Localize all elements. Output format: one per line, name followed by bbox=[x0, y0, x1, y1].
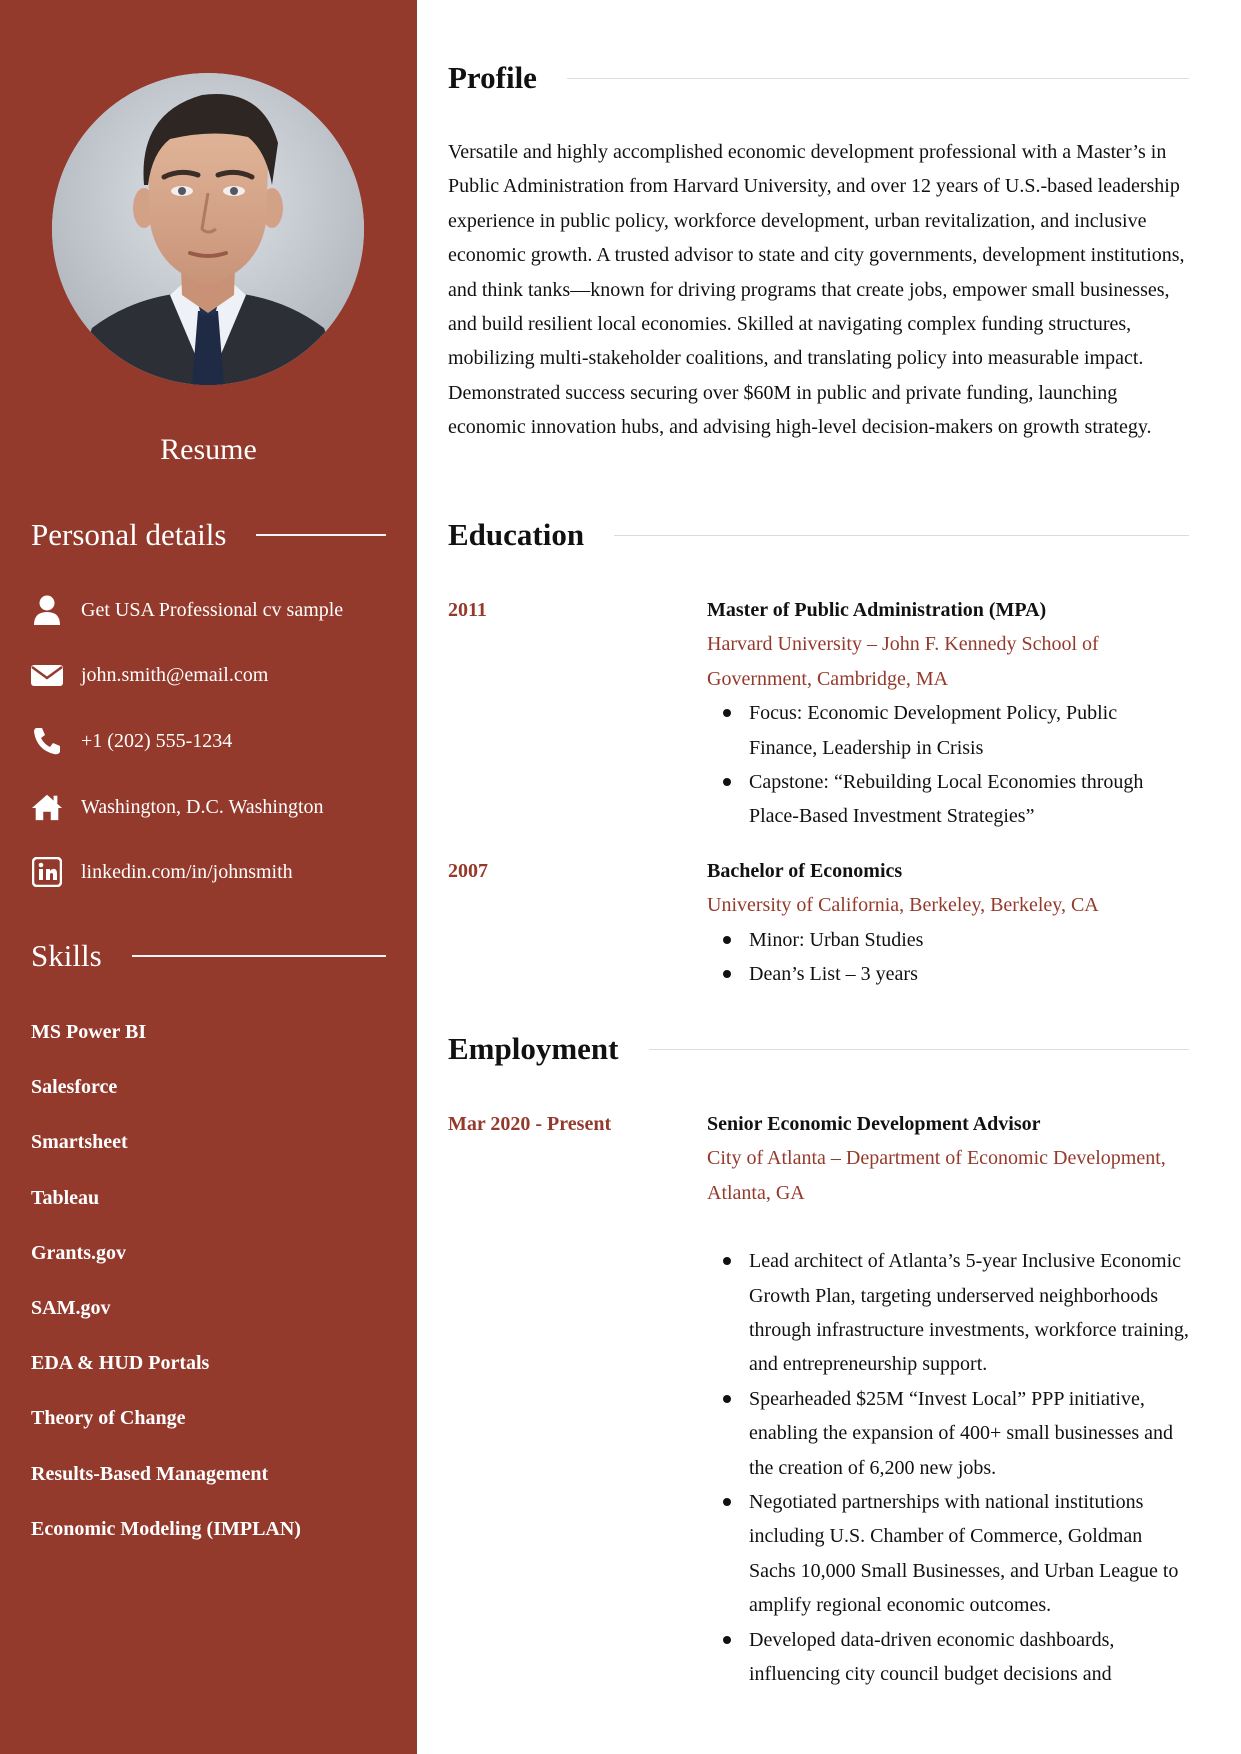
linkedin-icon bbox=[31, 856, 63, 888]
entry-date: Mar 2020 - Present bbox=[448, 1113, 612, 1135]
entry-title: Master of Public Administration (MPA) bbox=[707, 599, 1047, 621]
contact-name bbox=[31, 590, 397, 630]
skill-item: Results-Based Management bbox=[31, 1462, 269, 1485]
entry-title: Bachelor of Economics bbox=[707, 860, 903, 882]
list-item: Dean’s List – 3 years bbox=[749, 957, 1189, 991]
skill-item: MS Power BI bbox=[31, 1021, 147, 1043]
entry-body bbox=[707, 854, 1189, 992]
skill-item: SAM.gov bbox=[31, 1296, 111, 1319]
entry-org: City of Atlanta – Department of Economic Development, Atlanta, GA bbox=[707, 1147, 1166, 1204]
contact-phone[interactable] bbox=[31, 721, 397, 761]
heading-rule bbox=[256, 534, 386, 536]
skills-list bbox=[31, 1010, 301, 1562]
contact-linkedin[interactable] bbox=[31, 852, 397, 892]
contact-email[interactable] bbox=[31, 655, 397, 695]
entry-date: 2011 bbox=[448, 599, 487, 621]
contact-linkedin-text[interactable]: linkedin.com/in/johnsmith bbox=[81, 860, 293, 883]
contact-phone-text[interactable]: +1 (202) 555-1234 bbox=[81, 729, 233, 752]
entry-bullets bbox=[707, 696, 1189, 834]
personal-details-heading-text: Personal details bbox=[31, 517, 227, 552]
profile-photo bbox=[52, 73, 364, 385]
user-icon bbox=[31, 594, 63, 626]
skill-item: Salesforce bbox=[31, 1076, 118, 1099]
profile-heading-text: Profile bbox=[448, 60, 537, 95]
profile-summary: Versatile and highly accomplished economic development professional with a Master’s in Public Administration from Harvard University, and over 12 years of U.S.-based leadership experience in public policy, workforce development, urban revitalization, and inclusive economic growth. A trusted advisor to state and city governments, development institutions, and think tanks—known for driving programs that create jobs, empower small businesses, and build resilient local economies. Skilled at navigating complex funding structures, mobilizing multi-stakeholder coalitions, and translating policy into measurable impact. Demonstrated success securing over $60M in public and private funding, launching economic innovation hubs, and advising high-level decision-makers on growth strategy. bbox=[448, 141, 1185, 439]
skills-heading bbox=[31, 936, 386, 976]
entry-org: University of California, Berkeley, Berkeley, CA bbox=[707, 894, 1099, 917]
skill-item: Tableau bbox=[31, 1186, 100, 1209]
home-icon bbox=[31, 791, 63, 823]
entry-org: Harvard University – John F. Kennedy School of Government, Cambridge, MA bbox=[707, 633, 1099, 690]
contact-address bbox=[31, 787, 397, 827]
skill-item: Theory of Change bbox=[31, 1407, 186, 1430]
education-heading bbox=[448, 515, 1189, 555]
skills-heading-text: Skills bbox=[31, 938, 102, 973]
list-item: Capstone: “Rebuilding Local Economies through Place-Based Investment Strategies” bbox=[749, 765, 1189, 834]
entry-body bbox=[707, 593, 1189, 834]
heading-rule bbox=[649, 1049, 1190, 1050]
list-item: Spearheaded $25M “Invest Local” PPP initiative, enabling the expansion of 400+ small businesses and the creation of 6,200 new jobs. bbox=[749, 1382, 1189, 1485]
skill-item: EDA & HUD Portals bbox=[31, 1352, 210, 1375]
employment-heading bbox=[448, 1029, 1189, 1069]
skill-item: Economic Modeling (IMPLAN) bbox=[31, 1517, 301, 1540]
skill-item: Grants.gov bbox=[31, 1241, 126, 1264]
education-heading-text: Education bbox=[448, 517, 585, 552]
list-item: Developed data-driven economic dashboards, influencing city council budget decisions and bbox=[749, 1623, 1189, 1692]
list-item: Minor: Urban Studies bbox=[749, 923, 1189, 957]
entry-date: 2007 bbox=[448, 860, 488, 882]
entry-body bbox=[707, 1107, 1189, 1692]
profile-heading bbox=[448, 58, 1189, 98]
heading-rule bbox=[567, 78, 1189, 79]
contact-email-text[interactable]: john.smith@email.com bbox=[81, 663, 269, 686]
skill-item: Smartsheet bbox=[31, 1131, 128, 1154]
list-item: Lead architect of Atlanta’s 5-year Inclusive Economic Growth Plan, targeting underserved neighborhoods through infrastructure investments, workforce training, and entrepreneurship support. bbox=[749, 1244, 1189, 1382]
entry-bullets bbox=[707, 923, 1189, 992]
contact-name-text: Get USA Professional cv sample bbox=[81, 598, 344, 621]
phone-icon bbox=[31, 725, 63, 757]
personal-details-heading bbox=[31, 515, 386, 555]
heading-rule bbox=[132, 955, 386, 957]
employment-heading-text: Employment bbox=[448, 1031, 619, 1066]
heading-rule bbox=[614, 535, 1189, 536]
entry-title: Senior Economic Development Advisor bbox=[707, 1113, 1041, 1135]
contact-address-text: Washington, D.C. Washington bbox=[81, 795, 324, 818]
entry-bullets bbox=[707, 1244, 1189, 1691]
resume-title: Resume bbox=[160, 433, 257, 466]
envelope-icon bbox=[31, 659, 63, 691]
list-item: Negotiated partnerships with national institutions including U.S. Chamber of Commerce, Goldman Sachs 10,000 Small Businesses, and Urban League to amplify regional economic outcomes. bbox=[749, 1485, 1189, 1623]
list-item: Focus: Economic Development Policy, Public Finance, Leadership in Crisis bbox=[749, 696, 1189, 765]
sidebar bbox=[0, 0, 417, 1754]
